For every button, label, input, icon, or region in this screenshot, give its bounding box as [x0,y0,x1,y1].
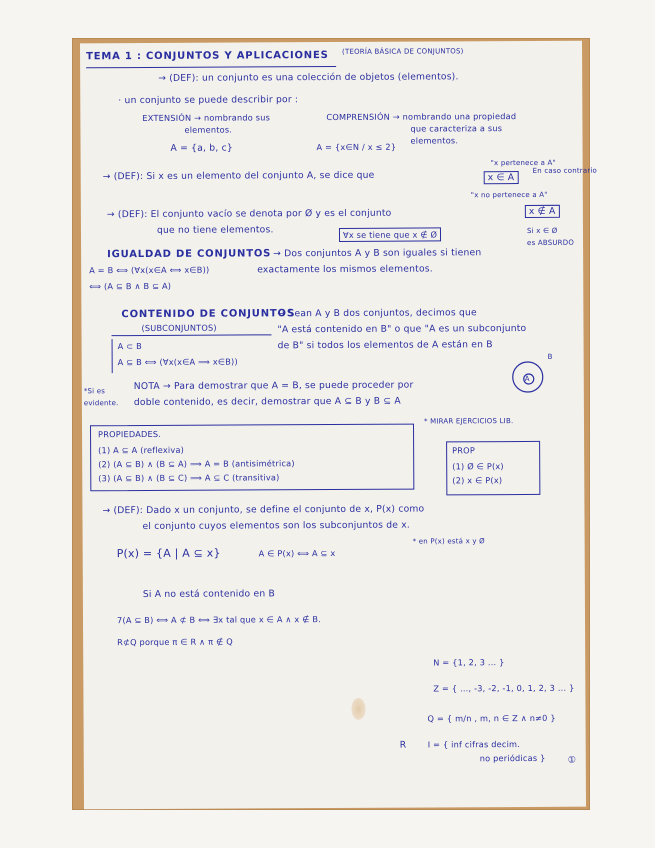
page-number: ① [567,754,577,766]
contenido-title: CONTENIDO DE CONJUNTOS [121,308,295,321]
page-title: TEMA 1 : CONJUNTOS Y APLICACIONES [86,50,329,63]
extension-label: EXTENSIÓN → nombrando sus [142,112,271,123]
igualdad-formula2: ⟺ (A ⊆ B ∧ B ⊆ A) [89,280,172,292]
prop-box-title: PROP [452,445,475,456]
contenido-sym2: A ⊆ B ⟺ (∀x(x∈A ⟹ x∈B)) [117,356,238,368]
extension-example: A = {a, b, c} [170,142,233,154]
mirar-ejercicios: * MIRAR EJERCICIOS LIB. [423,417,514,426]
def-partes-2: el conjunto cuyos elementos son los subconjuntos de x. [142,519,411,532]
q-set: Q = { m/n , m, n ∈ Z ∧ n≠0 } [427,712,556,724]
contenido-bracket [112,339,113,373]
igualdad-formula: A = B ⟺ (∀x(x∈A ⟺ x∈B)) [89,264,210,276]
partes-note: * en P(x) está x y Ø [412,537,485,546]
comprension-cont2: elementos. [410,135,459,146]
nota-text2: doble contenido, es decir, demostrar que A ⊆ B y B ⊆ A [133,395,401,409]
def-partes-1: → (DEF): Dado x un conjunto, se define el conjunto de x, P(x) como [102,503,425,517]
si-x-vacio: Si x ∈ Ø [526,226,558,235]
pertenece-note: "x pertenece a A" [490,158,556,168]
prop-box-1: (1) Ø ∈ P(x) [452,461,504,472]
contenido-text3: de B" si todos los elementos de A están en B [277,339,493,352]
nota-side1: *Si es [83,387,106,396]
prop-3: (3) (A ⊆ B) ∧ (B ⊆ C) ⟹ A ⊆ C (transitiva) [98,472,280,484]
z-set: Z = { ..., -3, -2, -1, 0, 1, 2, 3 ... } [433,682,575,694]
contenido-sym1: A ⊂ B [117,340,142,352]
nota-side2: evidente. [83,399,119,408]
describir-text: · un conjunto se puede describir por : [118,94,299,107]
prop-2: (2) (A ⊆ B) ∧ (B ⊆ A) ⟹ A = B (antisimétrica) [98,458,295,470]
venn-label-b: B [547,352,553,361]
partes-formula: P(x) = {A | A ⊆ x} [116,546,221,561]
prop-1: (1) A ⊆ A (reflexiva) [98,444,185,456]
def-elemento: → (DEF): Si x es un elemento del conjunto A, se dice que [102,169,375,183]
contenido-text1: → Sean A y B dos conjuntos, decimos que [277,307,477,320]
notes-sheet [80,41,598,810]
contenido-text2: "A está contenido en B" o que "A es un subconjunto [277,322,527,336]
page-subtitle: (TEORÍA BÁSICA DE CONJUNTOS) [342,47,464,56]
no-contenido: Si A no está contenido en B [142,588,275,600]
igualdad-text: → Dos conjuntos A y B son iguales si tienen [273,247,482,260]
es-absurdo: es ABSURDO [527,238,575,247]
coffee-stain [351,698,365,720]
prop-box-2: (2) x ∈ P(x) [452,475,503,486]
nota-text1: NOTA → Para demostrar que A = B, se puede proceder por [133,379,414,393]
no-pertenece-note: "x no pertenece a A" [470,190,548,200]
r-q-text: R⊄Q porque π ∈ R ∧ π ∉ Q [117,636,233,648]
i-set-2: no periódicas } [479,752,546,764]
def-vacio-cont: que no tiene elementos. [156,224,274,236]
contenido-underline [112,334,272,336]
igualdad-title: IGUALDAD DE CONJUNTOS [107,248,272,261]
comprension-example: A = {x∈N / x ≤ 2} [316,141,397,153]
contenido-sub: (SUBCONJUNTOS) [141,322,217,334]
def-vacio: → (DEF): El conjunto vacío se denota por Ø y es el conjunto [106,207,392,221]
n-set: N = {1, 2, 3 ... } [433,657,505,668]
propiedades-title: PROPIEDADES. [98,428,162,440]
venn-label-a: A [524,374,530,383]
x-notin-a-box: x ∉ A [525,205,560,218]
partes-formula-2: A ∈ P(x) ⟺ A ⊆ x [258,547,336,559]
r-label: R [399,739,407,751]
title-underline [86,66,336,69]
no-contenido-formula: 7(A ⊆ B) ⟺ A ⊄ B ⟺ ∃x tal que x ∈ A ∧ x ∉ B. [116,614,322,626]
en-caso-contrario: En caso contrario [532,166,598,175]
extension-cont: elementos. [184,124,233,135]
comprension-cont1: que caracteriza a sus [410,123,503,134]
x-in-a-box: x ∈ A [484,171,519,184]
igualdad-text2: exactamente los mismos elementos. [257,263,433,276]
def-conjunto: → (DEF): un conjunto es una colección de objetos (elementos). [158,71,459,84]
vacio-box: ∀x se tiene que x ∉ Ø [339,227,441,242]
comprension-label: COMPRENSIÓN → nombrando una propiedad [326,111,517,123]
i-set-1: I = { inf cifras decim. [427,739,521,750]
